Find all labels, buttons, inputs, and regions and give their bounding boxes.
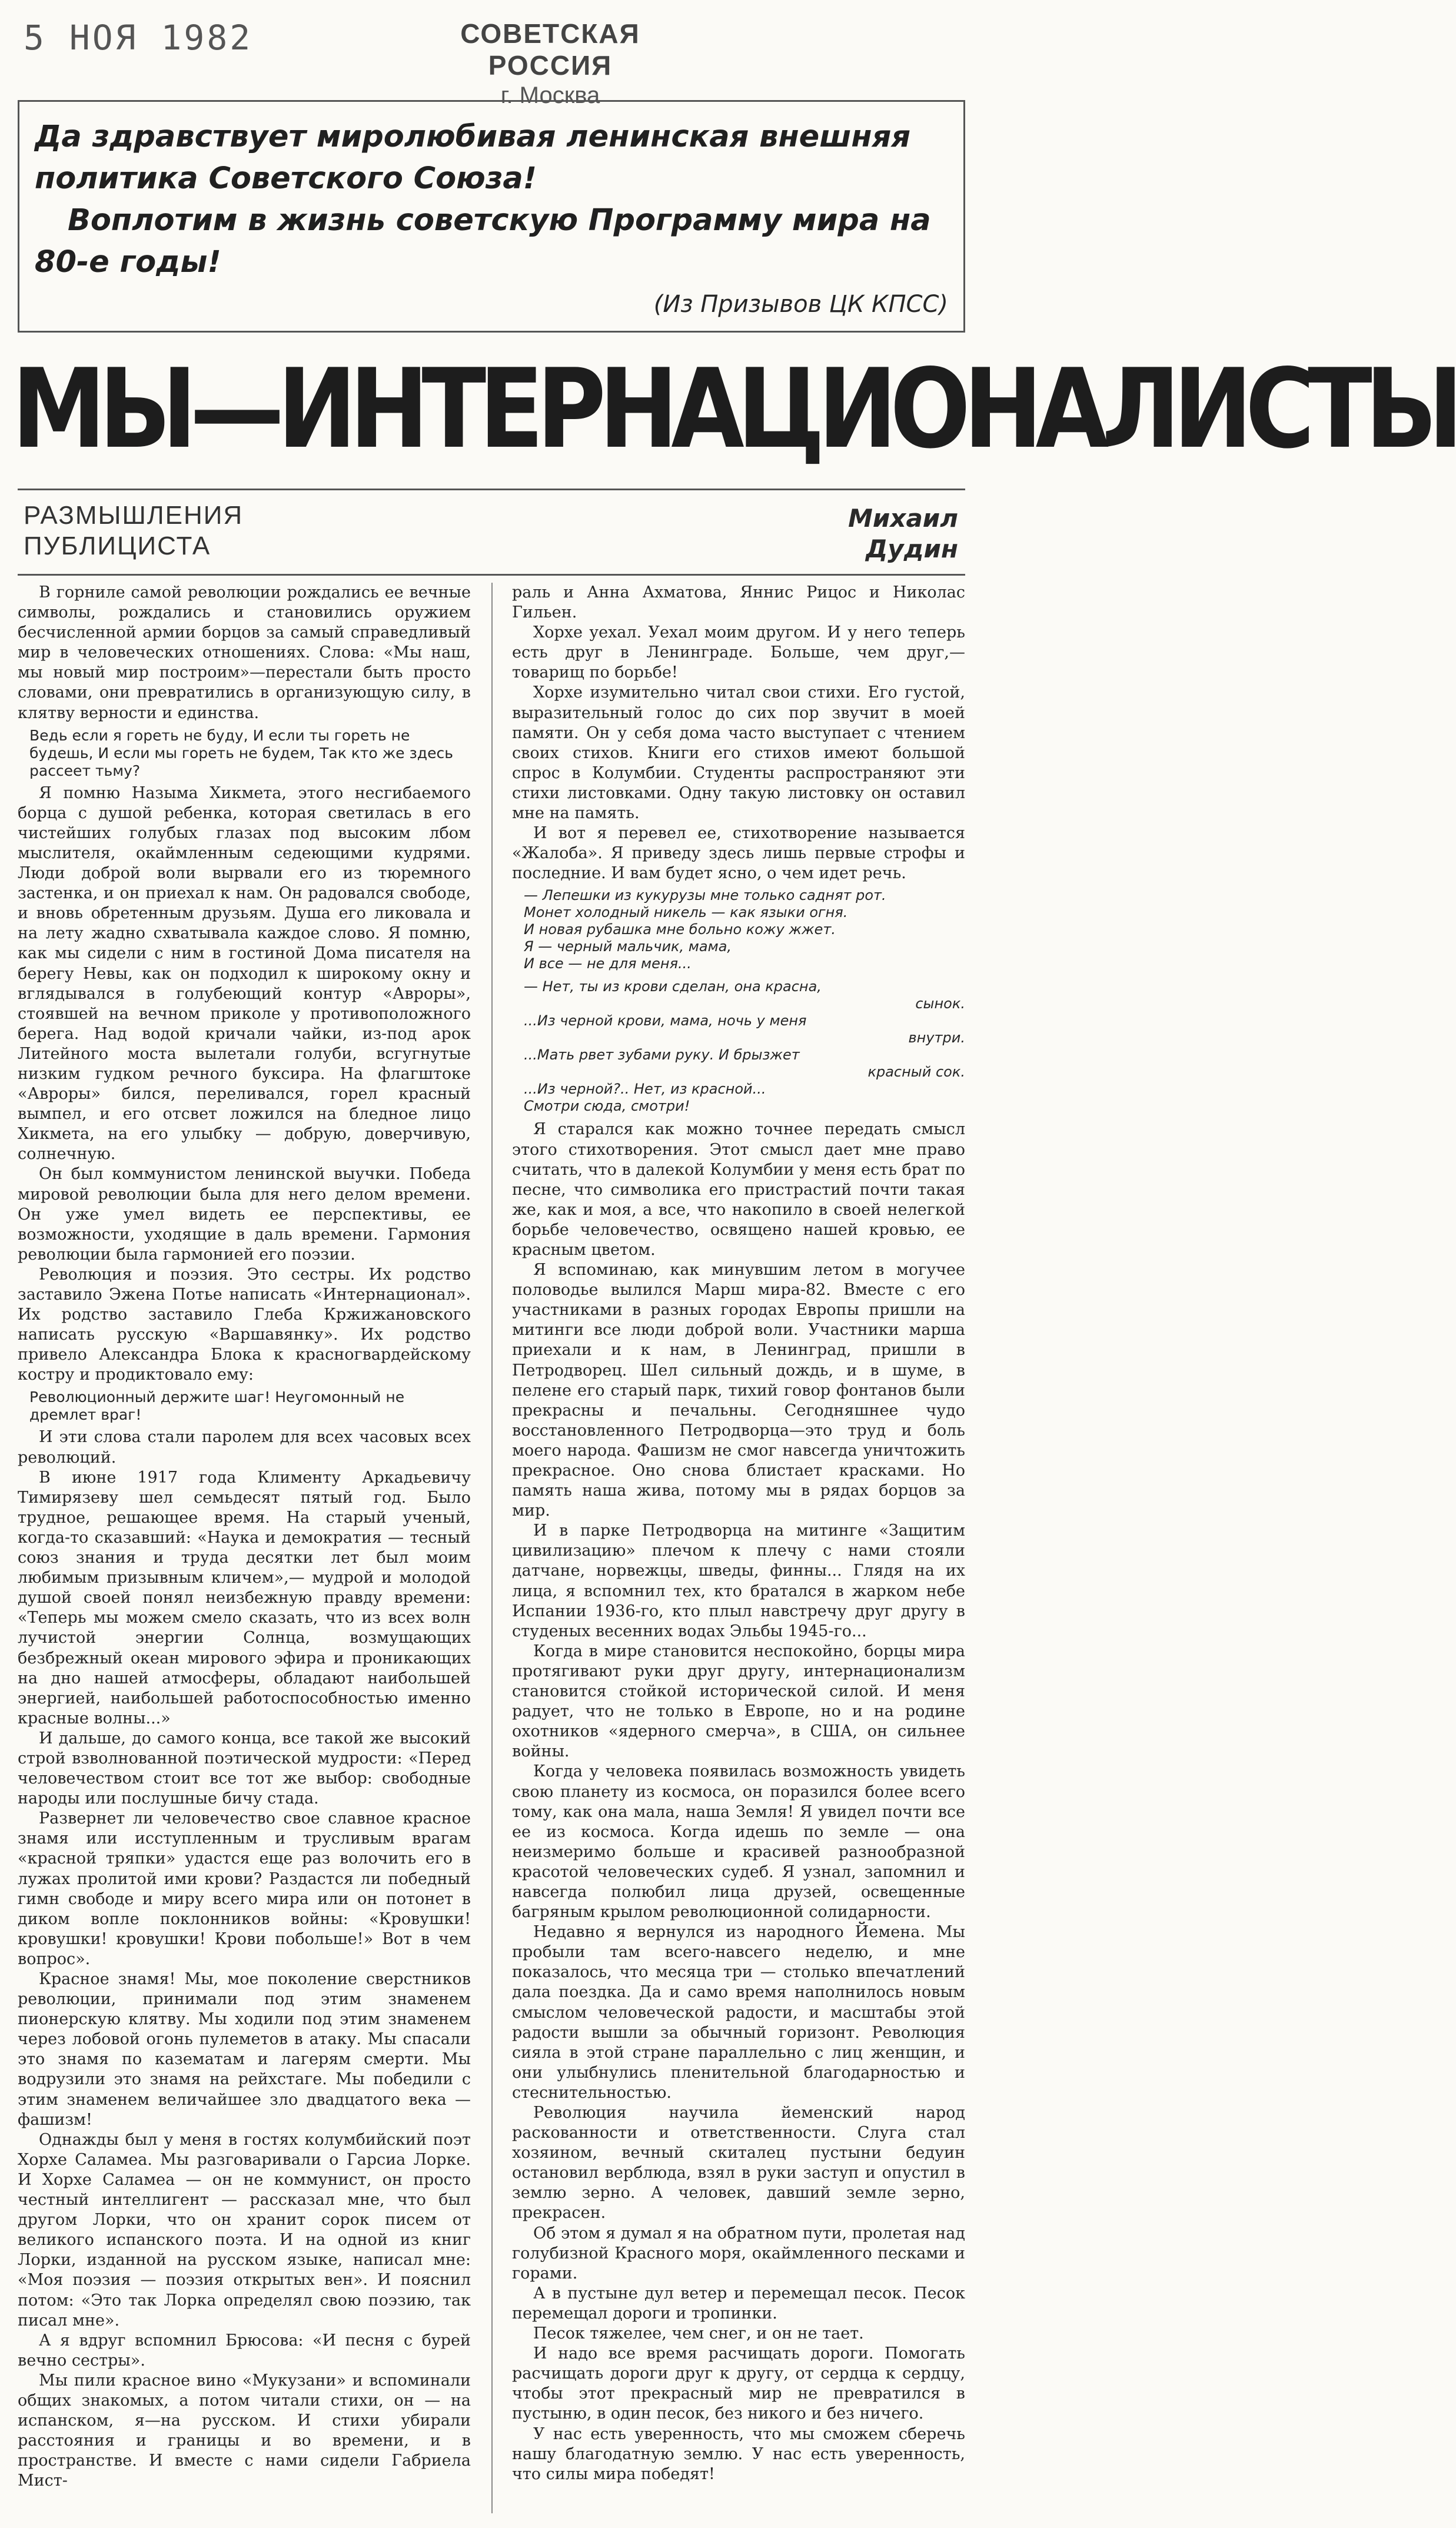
paragraph: Мы пили красное вино «Мукузани» и вспоминали общих знакомых, а потом читали стихи, он — на испанском, я—на русском. И стихи убирали расстояния и границы и во времени, и в пространстве. И вместе с нами сидели Габриела Мист- [18,2371,471,2490]
paragraph: раль и Анна Ахматова, Яннис Рицос и Николас Гильен. [512,583,965,622]
clipping-header [0,0,982,108]
paragraph: Когда в мире становится неспокойно, борцы мира протягивают руки друг другу, интернационализм становится стойкой исторической силой. И меня радует, что не только в Европе, но и на родине охотников «ядерного смерча», в США, он сильнее войны. [512,1642,965,1761]
slogan-source: (Из Призывов ЦК КПСС) [653,291,948,318]
poem-line: И новая рубашка мне больно кожу жжет. [524,921,836,938]
author-byline [848,503,958,564]
poem-line: ...Из черной?.. Нет, из красной... [524,1081,766,1098]
paragraph: И вот я перевел ее, стихотворение называется «Жалоба». Я приведу здесь лишь первые строфы и последние. И вам будет ясно, о чем идет речь. [512,824,965,883]
poem-line: Я — черный мальчик, мама, [524,938,732,955]
poem-line: ...Из черной крови, мама, ночь у меня [524,1012,807,1029]
slogan-line-2: Воплотим в жизнь советскую Программу мира на 80-е годы! [35,203,931,280]
paragraph: Об этом я думал я на обратном пути, пролетая над голубизной Красного моря, окаймленного песками и горами. [512,2224,965,2283]
newspaper-city: г. Москва [500,82,600,108]
paragraph: Революция научила йеменский народ раскованности и ответственности. Слуга стал хозяином, вечный скиталец пустыни бедуин остановил верблюда, взял в руки заступ и опустил в землю зерно. А человек, давший земле зерно, прекрасен. [512,2104,965,2223]
paragraph: В июне 1917 года Клименту Аркадьевичу Тимирязеву шел семьдесят пятый год. Было трудное, решающее время. На старый ученый, когда-то сказавший: «Наука и демократия — тесный союз знания и труда десятки лет был моим любимым призывным кличем»,— мудрой и молодой душой своей понял неизбежную правду времени: «Теперь мы можем смело сказать, что из всех волн лучистой энергии Солнца, возмущающих безбрежный океан мирового эфира и проникающих на дно нашей атмосферы, обладают наибольшей энергией, наибольшей работоспособностью именно красные волны...» [18,1468,471,1728]
poem-line: внутри. [908,1029,965,1047]
paragraph: Революция и поэзия. Это сестры. Их родство заставило Эжена Потье написать «Интернационал». Их родство заставило Глеба Кржижановского написать русскую «Варшавянку». Их родство привело Александра Блока к красногвардейскому костру и продиктовало ему: [18,1265,471,1384]
paragraph: Развернет ли человечество свое славное красное знамя или исступленным и трусливым врагам «красной тряпки» удастся еще раз волочить его в лужах пролитой ими крови? Раздастся ли победный гимн свободе и миру всего мира или он потонет в диком вопле поклонников войны: «Кровушки! кровушки! кровушки! Крови побольше!» Вот в чем вопрос». [18,1809,471,1968]
paragraph: Однажды был у меня в гостях колумбийский поэт Хорхе Саламеа. Мы разговаривали о Гарсиа Лорке. И Хорхе Саламеа — он не коммунист, он просто честный интеллигент — рассказал мне, что был другом Лорки, что он хранит сорок писем от великого испанского поэта. И на одной из книг Лорки, изданной на русском языке, написал мне: «Моя поэзия — поэзия открытых вен». И пояснил потом: «Это так Лорка определял свою поэзию, так писал мне». [18,2130,471,2330]
rubric-line-1: РАЗМЫШЛЕНИЯ [24,501,244,530]
newspaper-source [424,18,677,109]
poem-line: ...Мать рвет зубами руку. И брызжет [524,1047,800,1064]
paragraph: Я вспоминаю, как минувшим летом в могучее половодье вылился Марш мира-82. Вместе с его участниками в разных городах Европы пришли на митинги все люди доброй воли. Участники марша приехали и к нам, в Ленинград, пришли в Петродворец. Шел сильный дождь, и в шуме, в пелене его старый парк, тихий говор фонтанов были прекрасны и печальны. Сегодняшнее чудо восстановленного Петродворца—это труд и боль моего народа. Фашизм не смог навсегда уничтожить прекрасное. Оно снова блистает красками. Но память наша жива, потому мы в рядах борцов за мир. [512,1261,965,1520]
newspaper-name: СОВЕТСКАЯ РОССИЯ [460,18,640,81]
paragraph: Хорхе уехал. Уехал моим другом. И у него теперь есть друг в Ленинграде. Больше, чем друг,— товарищ по борьбе! [512,623,965,682]
paragraph: Я старался как можно точнее передать смысл этого стихотворения. Этот смысл дает мне право считать, что в далекой Колумбии у меня есть брат по песне, что символика его пристрастий почти такая же, как и моя, а все, что накопило в своей нелегкой борьбе человечество, освящено нашей кровью, ее красным цветом. [512,1120,965,1259]
paragraph: В горниле самой революции рождались ее вечные символы, рождались и становились оружием бесчисленной армии борцов за самый справедливый мир в человеческих отношениях. Слова: «Мы наш, мы новый мир построим»—перестали быть просто словами, они превратились в организующую силу, в клятву верности и единства. [18,583,471,722]
column-divider [491,583,493,2513]
paragraph: Недавно я вернулся из народного Йемена. Мы пробыли там всего-навсего неделю, и мне показалось, что месяца три — столько впечатлений дала поездка. Да и само время наполнилось новым смыслом человеческой радости, и масштабы этой радости вышли за обычный горизонт. Революция сияла в этой стране параллельно с лиц женщин, и они улыбнулись пленительной благодарностью и стеснительностью. [512,1923,965,2102]
rubric [24,500,243,562]
paragraph: Когда у человека появилась возможность увидеть свою планету из космоса, он поразился более всего тому, как она мала, наша Земля! Я увидел почти все ее из космоса. Когда идешь по земле — она неизмеримо больше и красивей разнообразной красотой человеческих судеб. Я узнал, запомнил и навсегда полюбил лица друзей, освещенные багряным крылом революционной солидарности. [512,1762,965,1922]
poem-line: И все — не для меня... [524,955,692,972]
author-last-name: Дудин [865,534,958,563]
headline-rule [18,489,965,490]
slogan-line-1: Да здравствует миролюбивая ленинская внешняя политика Советского Союза! [35,119,911,196]
paragraph: Песок тяжелее, чем снег, и он не тает. [533,2324,864,2343]
byline-rule [18,574,965,576]
paragraph: Он был коммунистом ленинской выучки. Победа мировой революции была для него делом времени. Он уже умел видеть ее перспективы, ее возможности, уходящие в даль времени. Гармония революции была гармонией его поэзии. [18,1165,471,1264]
poem-line: красный сок. [867,1064,965,1081]
slogan-box [18,100,965,333]
paragraph: А я вдруг вспомнил Брюсова: «И песня с бурей вечно сестры». [18,2331,471,2370]
paragraph: И надо все время расчищать дороги. Помогать расчищать дороги друг к другу, от сердца к сердцу, чтобы этот прекрасный мир не превратился в пустыню, в один песок, без никого и без ничего. [512,2344,965,2423]
poem-line: — Нет, ты из крови сделан, она красна, [524,978,822,995]
poem-line: — Лепешки из кукурузы мне только саднят рот. [524,887,886,904]
paragraph: И в парке Петродворца на митинге «Защитим цивилизацию» плечом к плечу с нами стояли датчане, норвежцы, шведы, финны... Глядя на их лица, я вспомнил тех, кто братался в жарком небе Испании 1936-го, кто плыл навстречу друг другу в студеных весенних водах Эльбы 1945-го... [512,1522,965,1640]
poem-line: Монет холодный никель — как языки огня. [524,904,848,921]
article-body [18,583,965,2513]
verse-quote: Ведь если я гореть не буду, И если ты гореть не будешь, И если мы гореть не будем, Так кто же здесь рассеет тьму? [29,726,453,779]
article-column-right [512,583,965,2513]
paragraph: И эти слова стали паролем для всех часовых всех революций. [18,1428,471,1467]
poem-line: сынок. [915,995,965,1012]
paragraph: И дальше, до самого конца, все такой же высокий строй взволнованной поэтической мудрости: «Перед человечеством стоит все тот же выбор: свободные народы или послушные бичу стада. [18,1729,471,1808]
verse-quote: Революционный держите шаг! Неугомонный не дремлет враг! [29,1388,405,1424]
paragraph: У нас есть уверенность, что мы сможем сберечь нашу благодатную землю. У нас есть уверенность, что силы мира победят! [512,2424,965,2483]
poem-complaint [512,887,965,1115]
paragraph: Я помню Назыма Хикмета, этого несгибаемого борца с душой ребенка, которая светилась в его чистейших голубых глазах под высоким лбом мыслителя, окаймленным седеющими кудрями. Люди доброй воли вырвали его из тюремного застенка, и он приехал к нам. Он радовался свободе, и вновь обретенным друзьям. Душа его ликовала и на лету жадно схватывала каждое слово. Я помню, как мы сидели с ним в гостиной Дома писателя на берегу Невы, как он подходил к широкому окну и вглядывался в голубеющий контур «Авроры», стоявшей на вечном приколе у противоположного берега. Над водой кричали чайки, из-под арок Литейного моста вылетали голуби, всгугнутые низким гудком речного буксира. На флагштоке «Авроры» бился, переливался, горел красный вымпел, и его отсвет ложился на бледное лицо Хикмета, на его улыбку — добрую, доверчивую, солнечную. [18,783,471,1164]
poem-line: Смотри сюда, смотри! [524,1098,690,1115]
paragraph: Хорхе изумительно читал свои стихи. Его густой, выразительный голос до сих пор звучит в моей памяти. Он у себя дома часто выступает с чтением своих стихов. Книги его стихов имеют большой спрос в Колумбии. Студенты распространяют эти стихи листовками. Одну такую листовку он оставил мне на память. [512,683,965,823]
rubric-line-2: ПУБЛИЦИСТА [24,531,211,560]
headline: МЫ—ИНТЕРНАЦИОНАЛИСТЫ [12,345,1456,473]
date-stamp: 5 НОЯ 1982 [24,18,253,58]
paragraph: Красное знамя! Мы, мое поколение сверстников революции, принимали под этим знаменем пионерскую клятву. Мы ходили под этим знаменем через лобовой огонь пулеметов в атаку. Мы спасали это знамя по казематам и лагерям смерти. Мы водрузили это знамя на рейхстаге. Мы победили с этим знаменем величайшее зло двадцатого века — фашизм! [18,1970,471,2129]
author-first-name: Михаил [848,504,958,533]
article-column-left [18,583,471,2513]
paragraph: А в пустыне дул ветер и перемещал песок. Песок перемещал дороги и тропинки. [512,2284,965,2323]
